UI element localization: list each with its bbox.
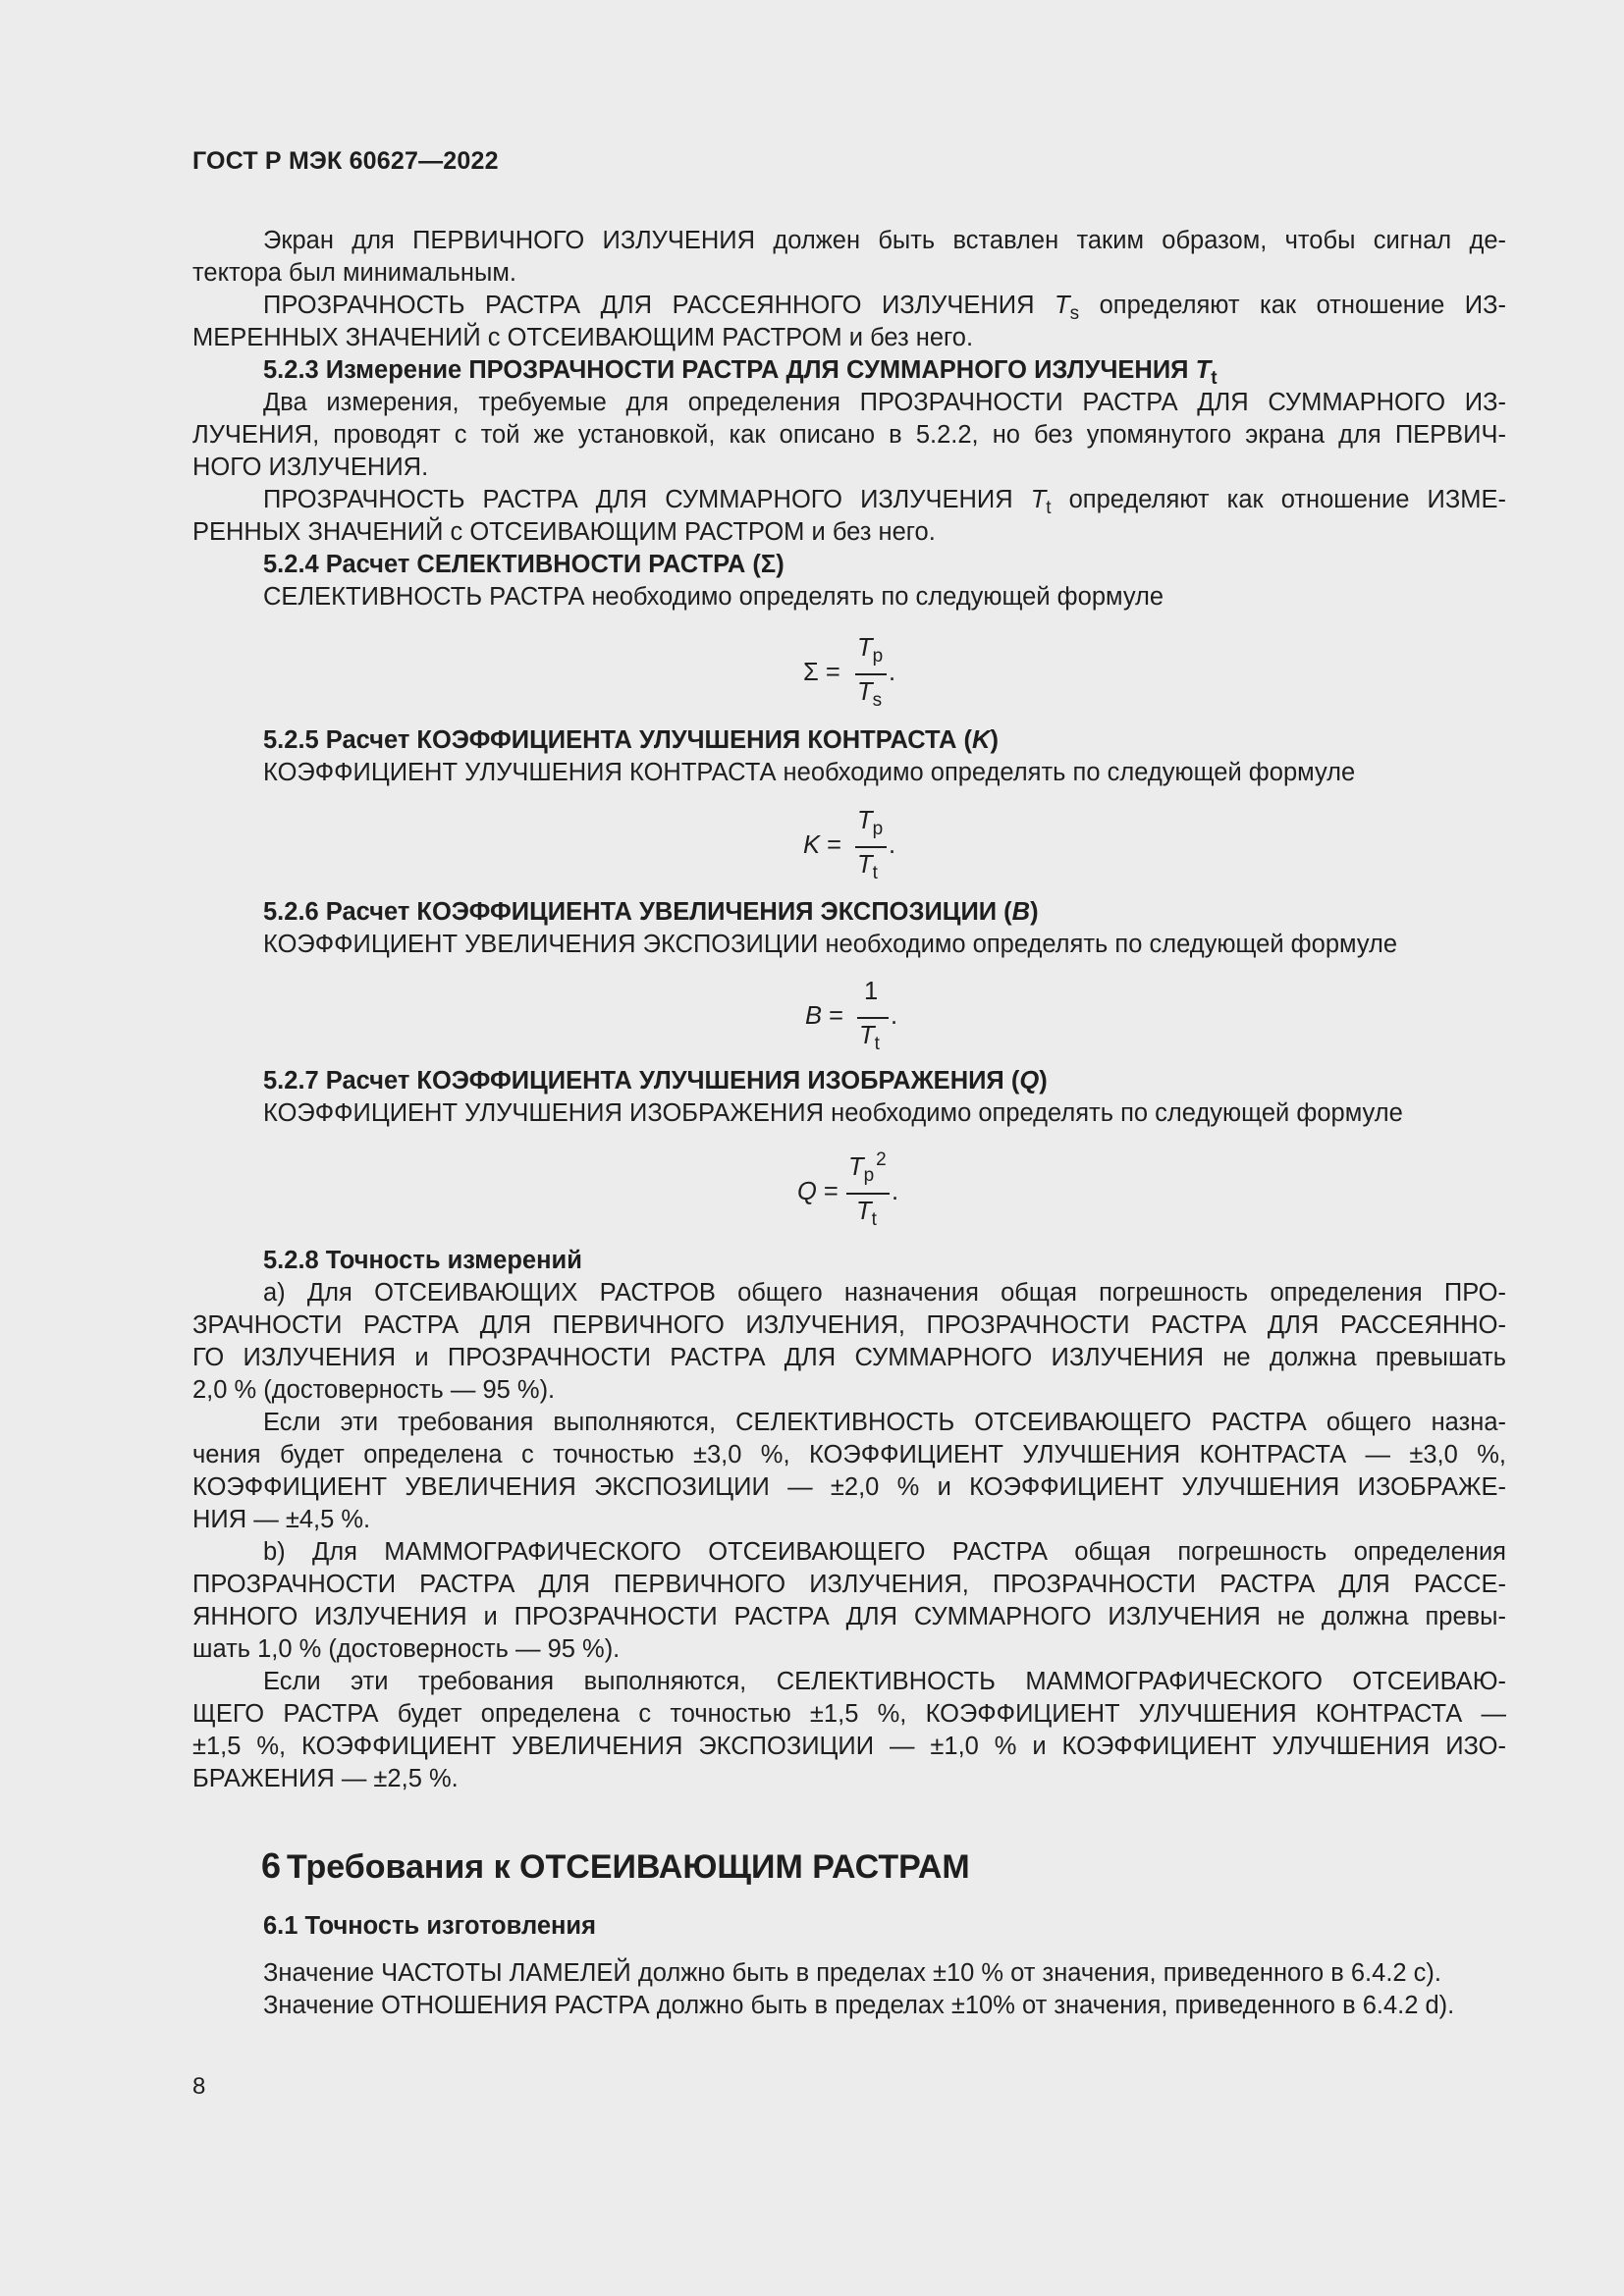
paragraph-accuracy-a-line1: a) Для ОТСЕИВАЮЩИХ РАСТРОВ общего назначения общая погрешность определения ПРО- (263, 1279, 1506, 1307)
page-number: 8 (192, 2073, 206, 2100)
paragraph-exposure-formula-intro: КОЭФФИЦИЕНТ УВЕЛИЧЕНИЯ ЭКСПОЗИЦИИ необходимо определять по следующей формуле (263, 931, 1398, 958)
paragraph-accuracy-b-result-line4: БРАЖЕНИЯ — ±2,5 %. (192, 1765, 459, 1792)
fraction-bar (855, 846, 887, 848)
paragraph-accuracy-b-line3: ЯННОГО ИЗЛУЧЕНИЯ и ПРОЗРАЧНОСТИ РАСТРА ДЛЯ СУММАРНОГО ИЗЛУЧЕНИЯ не должна превы- (192, 1603, 1506, 1630)
section-6-heading: 6 Требования к ОТСЕИВАЮЩИМ РАСТРАМ (261, 1845, 970, 1886)
paragraph-scatter-transparency-line1: ПРОЗРАЧНОСТЬ РАСТРА ДЛЯ РАССЕЯННОГО ИЗЛУЧЕНИЯ $T_s$ определяют как отношение ИЗ- (263, 292, 1506, 324)
fraction-bar (855, 673, 887, 675)
paragraph-grid-ratio: Значение ОТНОШЕНИЯ РАСТРА должно быть в пределах ±10% от значения, приведенного в 6.4.2 d). (263, 1992, 1455, 2019)
paragraph-accuracy-a-line3: ГО ИЗЛУЧЕНИЯ и ПРОЗРАЧНОСТИ РАСТРА ДЛЯ СУММАРНОГО ИЗЛУЧЕНИЯ не должна превышать (192, 1344, 1506, 1371)
paragraph-accuracy-b-line4: шать 1,0 % (достоверность — 95 %). (192, 1635, 621, 1663)
heading-5-2-4: 5.2.4 Расчет СЕЛЕКТИВНОСТИ РАСТРА (Σ) (263, 551, 785, 578)
heading-5-2-6: 5.2.6 Расчет КОЭФФИЦИЕНТА УВЕЛИЧЕНИЯ ЭКСПОЗИЦИИ (B) (263, 898, 1039, 926)
paragraph-image-formula-intro: КОЭФФИЦИЕНТ УЛУЧШЕНИЯ ИЗОБРАЖЕНИЯ необходимо определять по следующей формуле (263, 1099, 1403, 1127)
paragraph-screen-line2: тектора был минимальным. (192, 259, 516, 287)
paragraph-accuracy-b-line1: b) Для МАММОГРАФИЧЕСКОГО ОТСЕИВАЮЩЕГО РАСТРА общая погрешность определения (263, 1538, 1506, 1566)
heading-5-2-8: 5.2.8 Точность измерений (263, 1247, 582, 1274)
heading-6-1: 6.1 Точность изготовления (263, 1912, 596, 1940)
paragraph-selectivity-formula-intro: СЕЛЕКТИВНОСТЬ РАСТРА необходимо определять по следующей формуле (263, 583, 1164, 611)
paragraph-screen-line1: Экран для ПЕРВИЧНОГО ИЗЛУЧЕНИЯ должен быть вставлен таким образом, чтобы сигнал де- (263, 227, 1506, 254)
paragraph-total-transparency-line1: ПРОЗРАЧНОСТЬ РАСТРА ДЛЯ СУММАРНОГО ИЗЛУЧЕНИЯ $T_t$ определяют как отношение ИЗМЕ- (263, 486, 1506, 518)
paragraph-accuracy-a-result-line1: Если эти требования выполняются, СЕЛЕКТИВНОСТЬ ОТСЕИВАЮЩЕГО РАСТРА общего назна- (263, 1409, 1506, 1436)
paragraph-contrast-formula-intro: КОЭФФИЦИЕНТ УЛУЧШЕНИЯ КОНТРАСТА необходимо определять по следующей формуле (263, 759, 1356, 786)
paragraph-two-measurements-line1: Два измерения, требуемые для определения ПРОЗРАЧНОСТИ РАСТРА ДЛЯ СУММАРНОГО ИЗ- (263, 389, 1506, 416)
paragraph-two-measurements-line2: ЛУЧЕНИЯ, проводят с той же установкой, как описано в 5.2.2, но без упомянутого экрана для ПЕРВИЧ- (192, 421, 1506, 449)
paragraph-accuracy-a-result-line4: НИЯ — ±4,5 %. (192, 1506, 371, 1533)
paragraph-lamella-frequency: Значение ЧАСТОТЫ ЛАМЕЛЕЙ должно быть в пределах ±10 % от значения, приведенного в 6.4.2 c). (263, 1959, 1441, 1987)
heading-5-2-3: 5.2.3 Измерение ПРОЗРАЧНОСТИ РАСТРА ДЛЯ СУММАРНОГО ИЗЛУЧЕНИЯ $T_t$ (263, 356, 1218, 389)
paragraph-accuracy-a-line2: ЗРАЧНОСТИ РАСТРА ДЛЯ ПЕРВИЧНОГО ИЗЛУЧЕНИЯ, ПРОЗРАЧНОСТИ РАСТРА ДЛЯ РАССЕЯННО- (192, 1311, 1506, 1339)
paragraph-two-measurements-line3: НОГО ИЗЛУЧЕНИЯ. (192, 454, 429, 481)
document-page: ГОСТ Р МЭК 60627—2022 Экран для ПЕРВИЧНОГО ИЗЛУЧЕНИЯ должен быть вставлен таким образом, чтобы сигнал де- тектора был минимальным. ПРОЗРАЧНОСТЬ РАСТРА ДЛЯ РАССЕЯННОГО ИЗЛУЧЕНИЯ $T_s$ определяют как отношение ИЗ- МЕРЕННЫХ ЗНАЧЕНИЙ с ОТСЕИВАЮЩИМ РАСТРОМ и без него. 5.2.3 Измерение ПРОЗРАЧНОСТИ РАСТРА ДЛЯ СУММАРНОГО ИЗЛУЧЕНИЯ $T_t$ Два измерения, требуемые для определения ПРОЗРАЧНОСТИ РАСТРА ДЛЯ СУММАРНОГО ИЗ- ЛУЧЕНИЯ, проводят с той же установкой, как описано в 5.2.2, но без упомянутого экрана для ПЕРВИЧ- НОГО ИЗЛУЧЕНИЯ. ПРОЗРАЧНОСТЬ РАСТРА ДЛЯ СУММАРНОГО ИЗЛУЧЕНИЯ $T_t$ определяют как отношение ИЗМЕ- РЕННЫХ ЗНАЧЕНИЙ с ОТСЕИВАЮЩИМ РАСТРОМ и без него. 5.2.4 Расчет СЕЛЕКТИВНОСТИ РАСТРА (Σ) СЕЛЕКТИВНОСТЬ РАСТРА необходимо определять по следующей формуле Σ = $T_p$ $T_s$ . 5.2.5 Расчет КОЭФФИЦИЕНТА УЛУЧШЕНИЯ КОНТРАСТА (K) КОЭФФИЦИЕНТ УЛУЧШЕНИЯ КОНТРАСТА необходимо определять по следующей формуле K = $T_p$ $T_t$ . 5.2.6 Расчет КОЭФФИЦИЕНТА УВЕЛИЧЕНИЯ ЭКСПОЗИЦИИ (B) КОЭФФИЦИЕНТ УВЕЛИЧЕНИЯ ЭКСПОЗИЦИИ необходимо определять по следующей формуле B = 1 $T_t$ . 5.2.7 Расчет КОЭФФИЦИЕНТА УЛУЧШЕНИЯ ИЗОБРАЖЕНИЯ (Q) КОЭФФИЦИЕНТ УЛУЧШЕНИЯ ИЗОБРАЖЕНИЯ необходимо определять по следующей формуле Q = $T_p^2$ $T_t$ . 5.2.8 Точность измерений a) Для ОТСЕИВАЮЩИХ РАСТРОВ общего назначения общая погрешность определения ПРО- ЗРАЧНОСТИ РАСТРА ДЛЯ ПЕРВИЧНОГО ИЗЛУЧЕНИЯ, ПРОЗРАЧНОСТИ РАСТРА ДЛЯ РАССЕЯННО- ГО ИЗЛУЧЕНИЯ и ПРОЗРАЧНОСТИ РАСТРА ДЛЯ СУММАРНОГО ИЗЛУЧЕНИЯ не должна превышать 2,0 % (достоверность — 95 %). Если эти требования выполняются, СЕЛЕКТИВНОСТЬ ОТСЕИВАЮЩЕГО РАСТРА общего назна- чения будет определена с точностью ±3,0 %, КОЭФФИЦИЕНТ УЛУЧШЕНИЯ КОНТРАСТА — ±3,0 %, КОЭФФИЦИЕНТ УВЕЛИЧЕНИЯ ЭКСПОЗИЦИИ — ±2,0 % и КОЭФФИЦИЕНТ УЛУЧШЕНИЯ ИЗОБРАЖЕ- НИЯ — ±4,5 %. b) Для МАММОГРАФИЧЕСКОГО ОТСЕИВАЮЩЕГО РАСТРА общая погрешность определения ПРОЗРАЧНОСТИ РАСТРА ДЛЯ ПЕРВИЧНОГО ИЗЛУЧЕНИЯ, ПРОЗРАЧНОСТИ РАСТРА ДЛЯ РАССЕ- ЯННОГО ИЗЛУЧЕНИЯ и ПРОЗРАЧНОСТИ РАСТРА ДЛЯ СУММАРНОГО ИЗЛУЧЕНИЯ не должна превы- шать 1,0 % (достоверность — 95 %). Если эти требования выполняются, СЕЛЕКТИВНОСТЬ МАММОГРАФИЧЕСКОГО ОТСЕИВАЮ- ЩЕГО РАСТРА будет определена с точностью ±1,5 %, КОЭФФИЦИЕНТ УЛУЧШЕНИЯ КОНТРАСТА — ±1,5 %, КОЭФФИЦИЕНТ УВЕЛИЧЕНИЯ ЭКСПОЗИЦИИ — ±1,0 % и КОЭФФИЦИЕНТ УЛУЧШЕНИЯ ИЗО- БРАЖЕНИЯ — ±2,5 %. 6 Требования к ОТСЕИВАЮЩИМ РАСТРАМ 6.1 Точность изготовления Значение ЧАСТОТЫ ЛАМЕЛЕЙ должно быть в пределах ±10 % от значения, приведенного в 6.4.2 c). Значение ОТНОШЕНИЯ РАСТРА должно быть в пределах ±10% от значения, приведенного в 6.4.2 d). 8 (192, 147, 1506, 2100)
paragraph-accuracy-a-result-line3: КОЭФФИЦИЕНТ УВЕЛИЧЕНИЯ ЭКСПОЗИЦИИ — ±2,0 % и КОЭФФИЦИЕНТ УЛУЧШЕНИЯ ИЗОБРАЖЕ- (192, 1473, 1506, 1501)
paragraph-accuracy-a-line4: 2,0 % (достоверность — 95 %). (192, 1376, 556, 1404)
fraction-bar (857, 1017, 889, 1019)
paragraph-accuracy-a-result-line2: чения будет определена с точностью ±3,0 %, КОЭФФИЦИЕНТ УЛУЧШЕНИЯ КОНТРАСТА — ±3,0 %, (192, 1441, 1506, 1468)
heading-5-2-7: 5.2.7 Расчет КОЭФФИЦИЕНТА УЛУЧШЕНИЯ ИЗОБРАЖЕНИЯ (Q) (263, 1067, 1048, 1095)
paragraph-accuracy-b-line2: ПРОЗРАЧНОСТИ РАСТРА ДЛЯ ПЕРВИЧНОГО ИЗЛУЧЕНИЯ, ПРОЗРАЧНОСТИ РАСТРА ДЛЯ РАССЕ- (192, 1571, 1506, 1598)
paragraph-accuracy-b-result-line1: Если эти требования выполняются, СЕЛЕКТИВНОСТЬ МАММОГРАФИЧЕСКОГО ОТСЕИВАЮ- (263, 1668, 1506, 1695)
document-header: ГОСТ Р МЭК 60627—2022 (192, 147, 499, 175)
fraction-bar (846, 1193, 890, 1195)
paragraph-accuracy-b-result-line3: ±1,5 %, КОЭФФИЦИЕНТ УВЕЛИЧЕНИЯ ЭКСПОЗИЦИИ — ±1,0 % и КОЭФФИЦИЕНТ УЛУЧШЕНИЯ ИЗО- (192, 1733, 1506, 1760)
paragraph-total-transparency-line2: РЕННЫХ ЗНАЧЕНИЙ с ОТСЕИВАЮЩИМ РАСТРОМ и без него. (192, 518, 936, 546)
paragraph-accuracy-b-result-line2: ЩЕГО РАСТРА будет определена с точностью ±1,5 %, КОЭФФИЦИЕНТ УЛУЧШЕНИЯ КОНТРАСТА — (192, 1700, 1506, 1728)
paragraph-scatter-transparency-line2: МЕРЕННЫХ ЗНАЧЕНИЙ с ОТСЕИВАЮЩИМ РАСТРОМ и без него. (192, 324, 974, 351)
heading-5-2-5: 5.2.5 Расчет КОЭФФИЦИЕНТА УЛУЧШЕНИЯ КОНТРАСТА (K) (263, 726, 999, 754)
